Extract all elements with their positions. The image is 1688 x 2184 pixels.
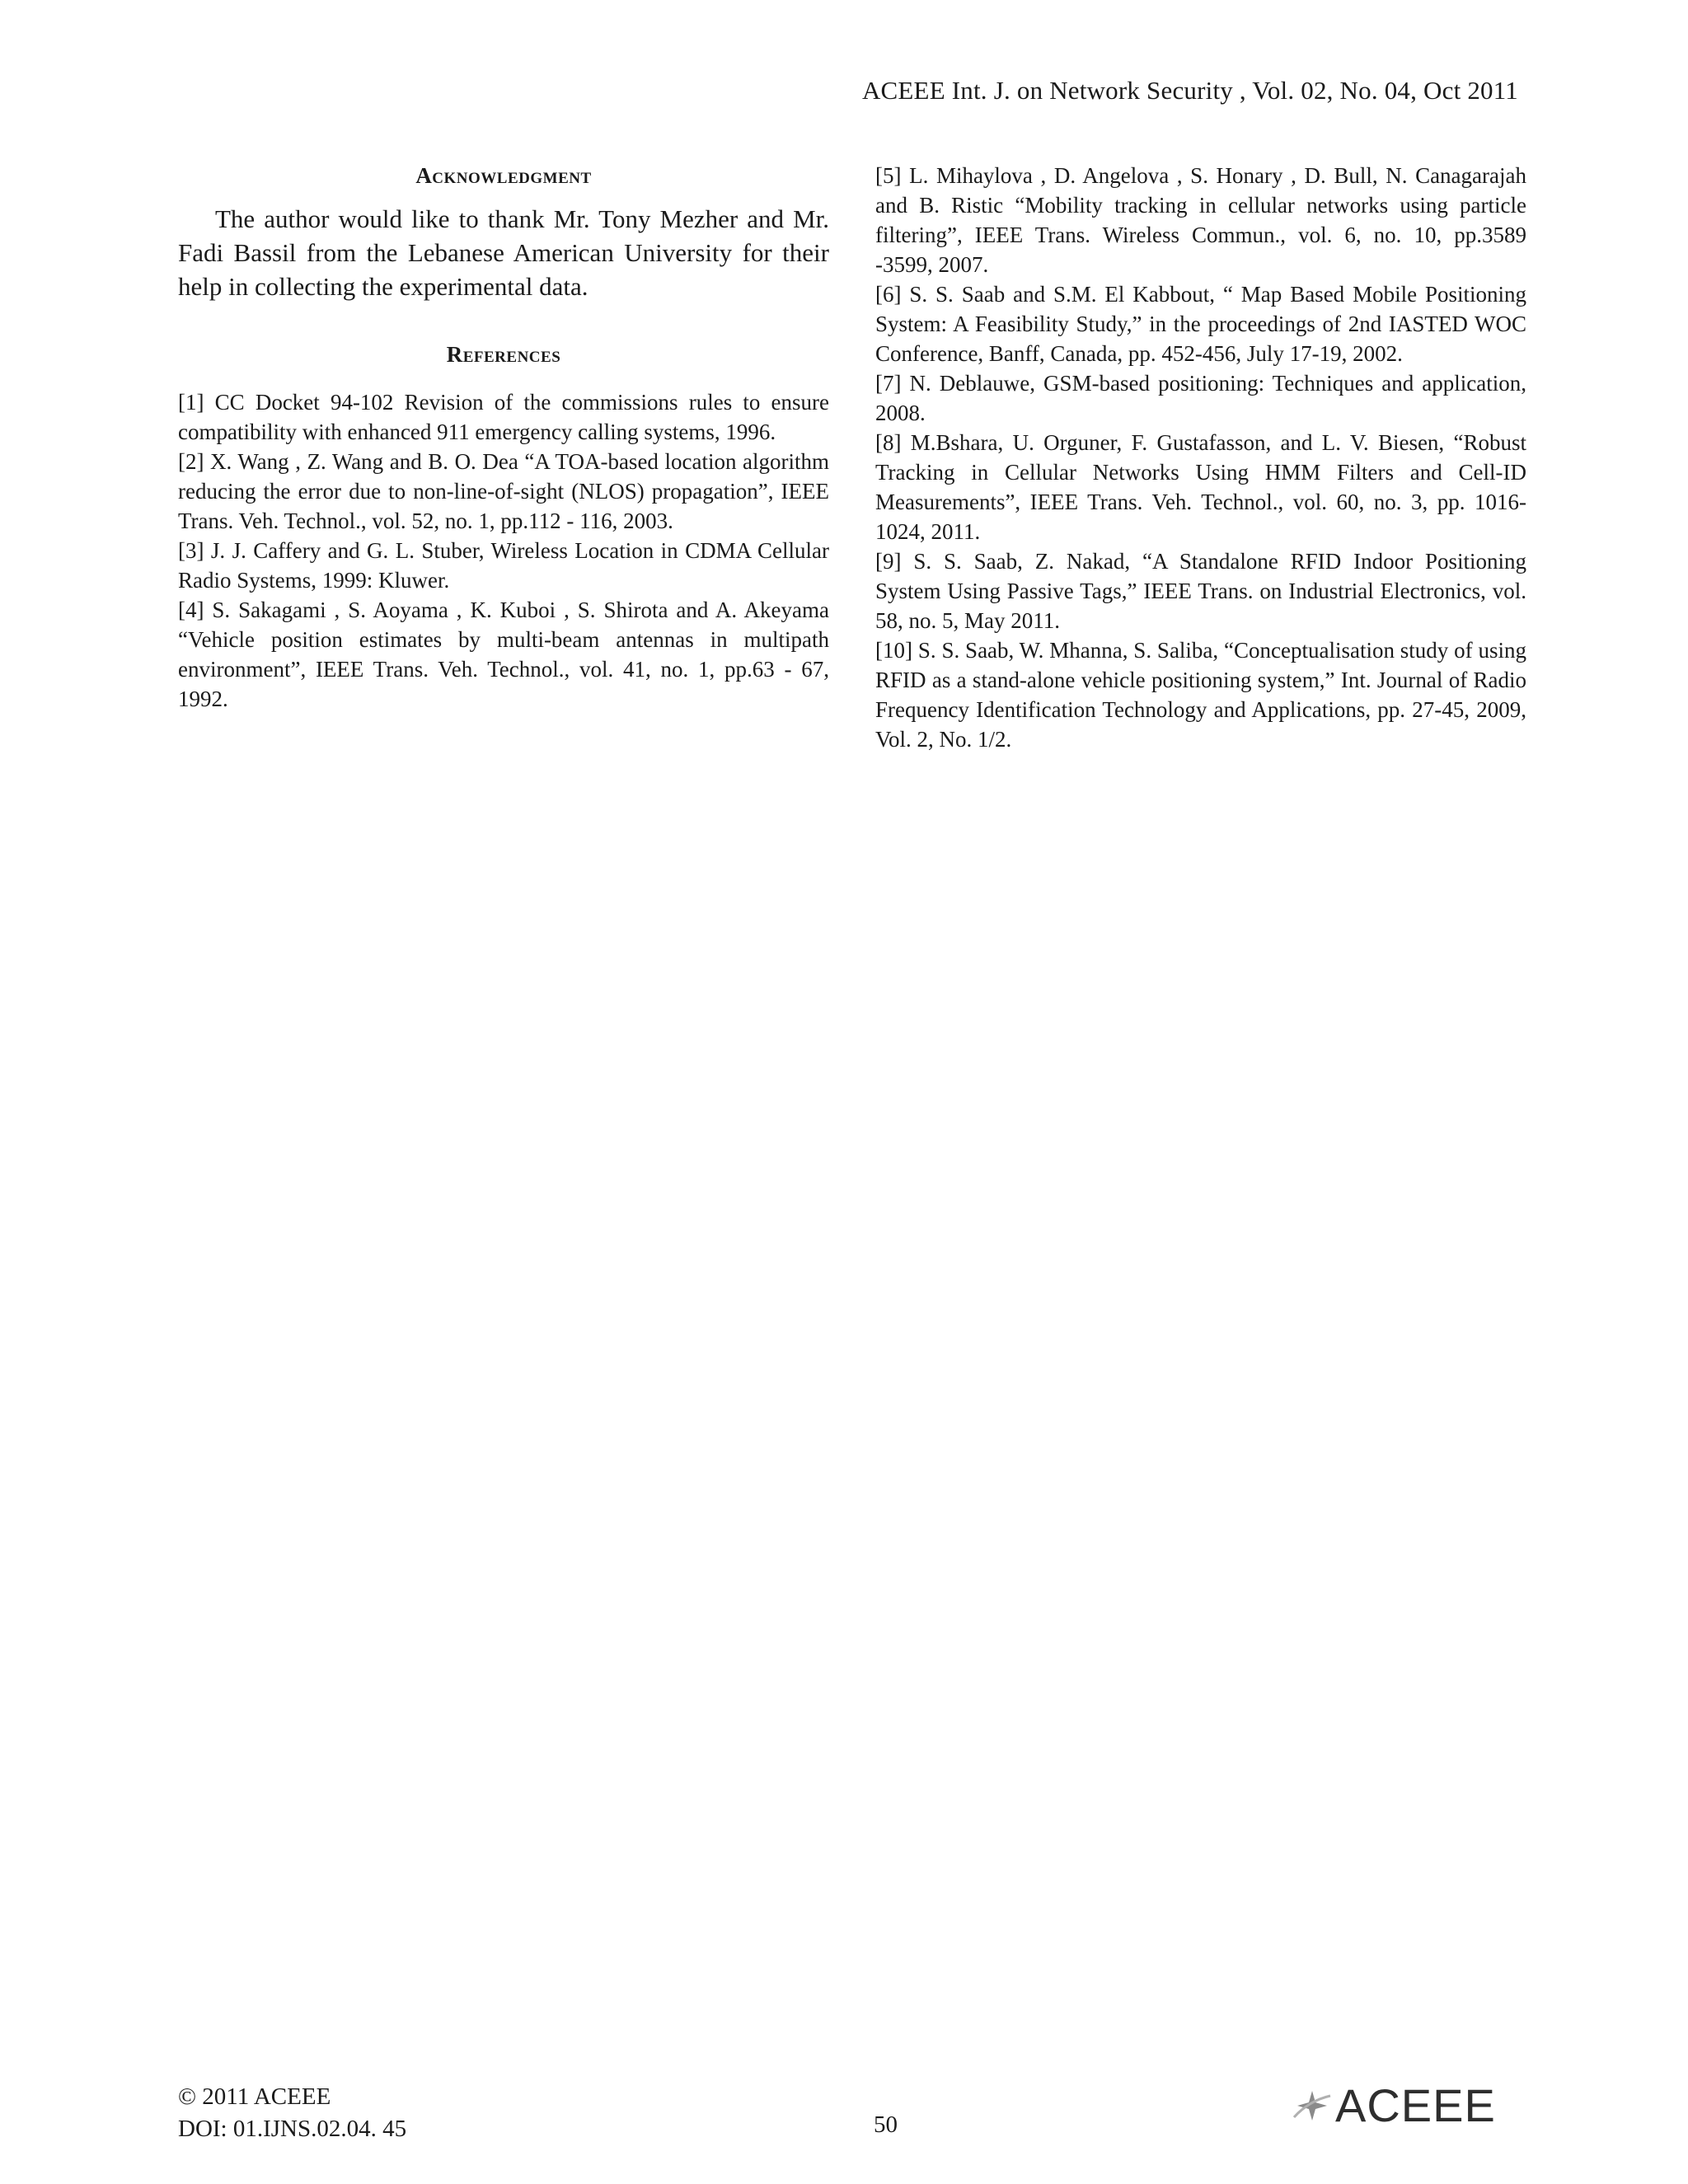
reference-item: [3] J. J. Caffery and G. L. Stuber, Wireless Location in CDMA Cellular Radio Systems, 1999: Kluwer.: [178, 538, 829, 593]
reference-item: [7] N. Deblauwe, GSM-based positioning: Techniques and application, 2008.: [875, 371, 1526, 425]
footer-info: [178, 2081, 406, 2145]
reference-item: [5] L. Mihaylova , D. Angelova , S. Honary , D. Bull, N. Canagarajah and B. Ristic “Mobility tracking in cellular networks using particle filtering”, IEEE Trans. Wireless Commun., vol. 6, no. 10, pp.3589 -3599, 2007.: [875, 163, 1526, 277]
running-header: ACEEE Int. J. on Network Security , Vol. 02, No. 04, Oct 2011: [861, 76, 1518, 105]
aceee-logo: [1291, 2079, 1496, 2132]
reference-item: [9] S. S. Saab, Z. Nakad, “A Standalone RFID Indoor Positioning System Using Passive Tags,” IEEE Trans. on Industrial Electronics, vol. 58, no. 5, May 2011.: [875, 549, 1526, 633]
reference-item: [2] X. Wang , Z. Wang and B. O. Dea “A TOA-based location algorithm reducing the error due to non-line-of-sight (NLOS) propagation”, IEEE Trans. Veh. Technol., vol. 52, no. 1, pp.112 - 116, 2003.: [178, 449, 829, 533]
copyright-notice: © 2011 ACEEE: [178, 2083, 331, 2110]
acknowledgment-heading: Acknowledgment: [415, 163, 592, 188]
logo-text: ACEEE: [1335, 2079, 1496, 2131]
references-heading: References: [446, 342, 561, 367]
acknowledgment-text: The author would like to thank Mr. Tony Mezher and Mr. Fadi Bassil from the Lebanese American University for their help in collecting the experimental data.: [178, 204, 829, 301]
doi-label: DOI: 01.IJNS.02.04. 45: [178, 2116, 407, 2142]
reference-item: [8] M.Bshara, U. Orguner, F. Gustafasson, and L. V. Biesen, “Robust Tracking in Cellular Networks Using HMM Filters and Cell-ID Measurements”, IEEE Trans. Veh. Technol., vol. 60, no. 3, pp. 1016-1024, 2011.: [875, 430, 1526, 544]
reference-item: [4] S. Sakagami , S. Aoyama , K. Kuboi , S. Shirota and A. Akeyama “Vehicle position estimates by multi-beam antennas in multipath environment”, IEEE Trans. Veh. Technol., vol. 41, no. 1, pp.63 - 67, 1992.: [178, 598, 829, 711]
right-column: [875, 161, 1526, 754]
left-column: [178, 161, 829, 714]
star-swoosh-icon: [1291, 2084, 1334, 2127]
page-number: 50: [874, 2111, 898, 2138]
reference-item: [6] S. S. Saab and S.M. El Kabbout, “ Map Based Mobile Positioning System: A Feasibility Study,” in the proceedings of 2nd IASTED WOC Conference, Banff, Canada, pp. 452-456, July 17-19, 2002.: [875, 282, 1526, 366]
reference-item: [10] S. S. Saab, W. Mhanna, S. Saliba, “Conceptualisation study of using RFID as a stand-alone vehicle positioning system,” Int. Journal of Radio Frequency Identification Technology and Applications, pp. 27-45, 2009, Vol. 2, No. 1/2.: [875, 638, 1526, 752]
reference-item: [1] CC Docket 94-102 Revision of the commissions rules to ensure compatibility with enhanced 911 emergency calling systems, 1996.: [178, 390, 829, 444]
